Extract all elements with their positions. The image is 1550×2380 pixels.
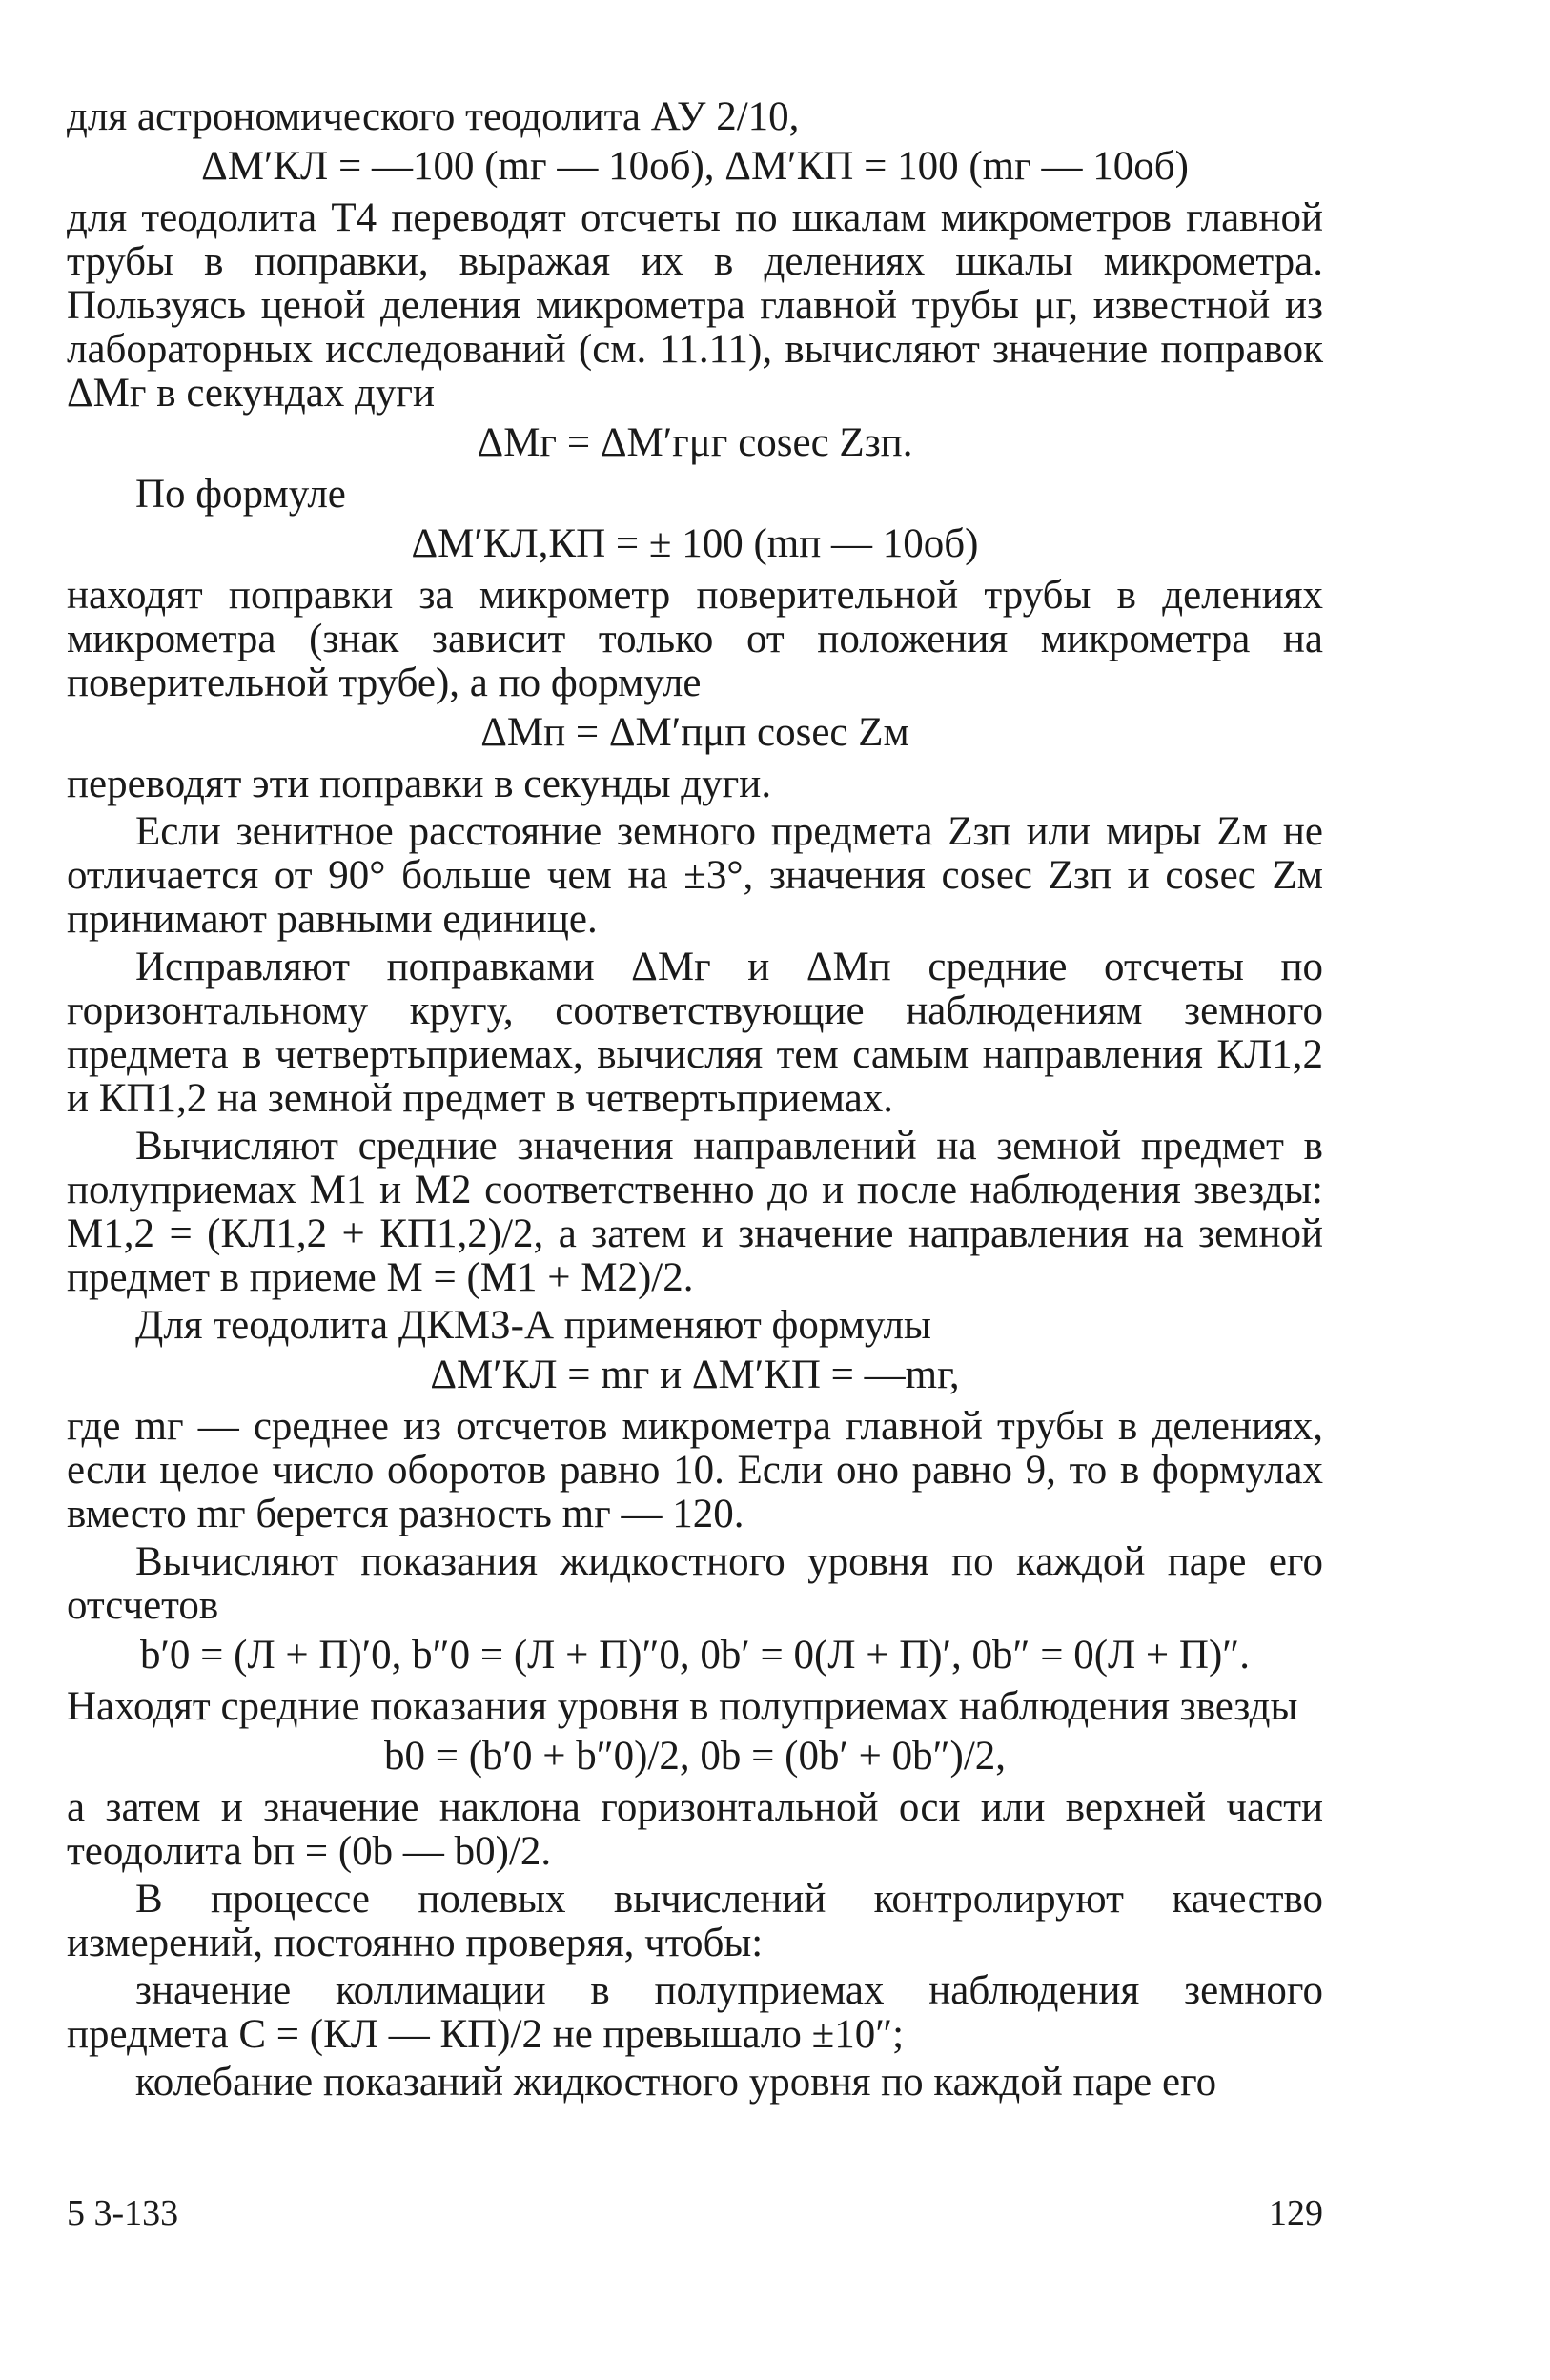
formula: ΔMп = ΔM′пμп cosec Zм [480,710,909,755]
page-number: 129 [1269,2193,1323,2233]
paragraph: колебание показаний жидкостного уровня по каждой паре его [135,2060,1217,2105]
paragraph: Для теодолита ДКМЗ-А применяют формулы [135,1303,931,1348]
paragraph: для теодолита Т4 переводят отсчеты по шкалам микрометров главной трубы в поправки, выражая их в делениях шкалы микрометра. Пользуясь ценой деления микрометра главной трубы μг, известной из лабораторных исследований (см. 11.11), вычисляют значение поправок ΔMг в секундах дуги [67,195,1323,416]
formula: b′0 = (Л + П)′0, b″0 = (Л + П)″0, 0b′ = 0(Л + П)′, 0b″ = 0(Л + П)″. [140,1633,1250,1678]
paragraph: а затем и значение наклона горизонтальной оси или верхней части теодолита bп = (0b — b0)/2. [67,1785,1323,1874]
printer-signature: 5 3-133 [67,2193,179,2233]
paragraph: По формуле [135,472,346,517]
formula: ΔM′КЛ = —100 (mг — 10об), ΔM′КП = 100 (mг — 10об) [201,144,1189,189]
paragraph: Вычисляют средние значения направлений на земной предмет в полуприемах M1 и M2 соответственно до и после наблюдения звезды: M1,2 = (КЛ1,2 + КП1,2)/2, а затем и значение направления на земной предмет в приеме M = (M1 + M2)/2. [67,1124,1323,1300]
formula: ΔM′КЛ = mг и ΔM′КП = —mг, [430,1353,960,1397]
paragraph: Исправляют поправками ΔMг и ΔMп средние отсчеты по горизонтальному кругу, соответствующие наблюдениям земного предмета в четвертьприемах, вычисляя тем самым направления КЛ1,2 и КП1,2 на земной предмет в четвертьприемах. [67,945,1323,1121]
formula: ΔMг = ΔM′гμг cosec Zзп. [477,420,913,465]
paragraph: значение коллимации в полуприемах наблюдения земного предмета C = (КЛ — КП)/2 не превышало ±10″; [67,1968,1323,2057]
paragraph: Если зенитное расстояние земного предмета Zзп или миры Zм не отличается от 90° больше чем на ±3°, значения cosec Zзп и cosec Zм принимают равными единице. [67,809,1323,942]
paragraph: Вычисляют показания жидкостного уровня по каждой паре его отсчетов [67,1539,1323,1628]
paragraph: Находят средние показания уровня в полуприемах наблюдения звезды [67,1684,1298,1729]
paragraph: переводят эти поправки в секунды дуги. [67,762,772,806]
paragraph: находят поправки за микрометр поверительной трубы в делениях микрометра (знак зависит только от положения микрометра на поверительной трубе), а по формуле [67,573,1323,705]
formula: b0 = (b′0 + b″0)/2, 0b = (0b′ + 0b″)/2, [383,1734,1007,1779]
paragraph: В процессе полевых вычислений контролируют качество измерений, постоянно проверяя, чтобы: [67,1877,1323,1965]
page-body [67,95,1323,2108]
paragraph: для астрономического теодолита АУ 2/10, [67,94,800,139]
formula: ΔM′КЛ,КП = ± 100 (mп — 10об) [411,521,979,566]
paragraph: где mг — среднее из отсчетов микрометра главной трубы в делениях, если целое число оборотов равно 10. Если оно равно 9, то в формулах вместо mг берется разность mг — 120. [67,1404,1323,1536]
